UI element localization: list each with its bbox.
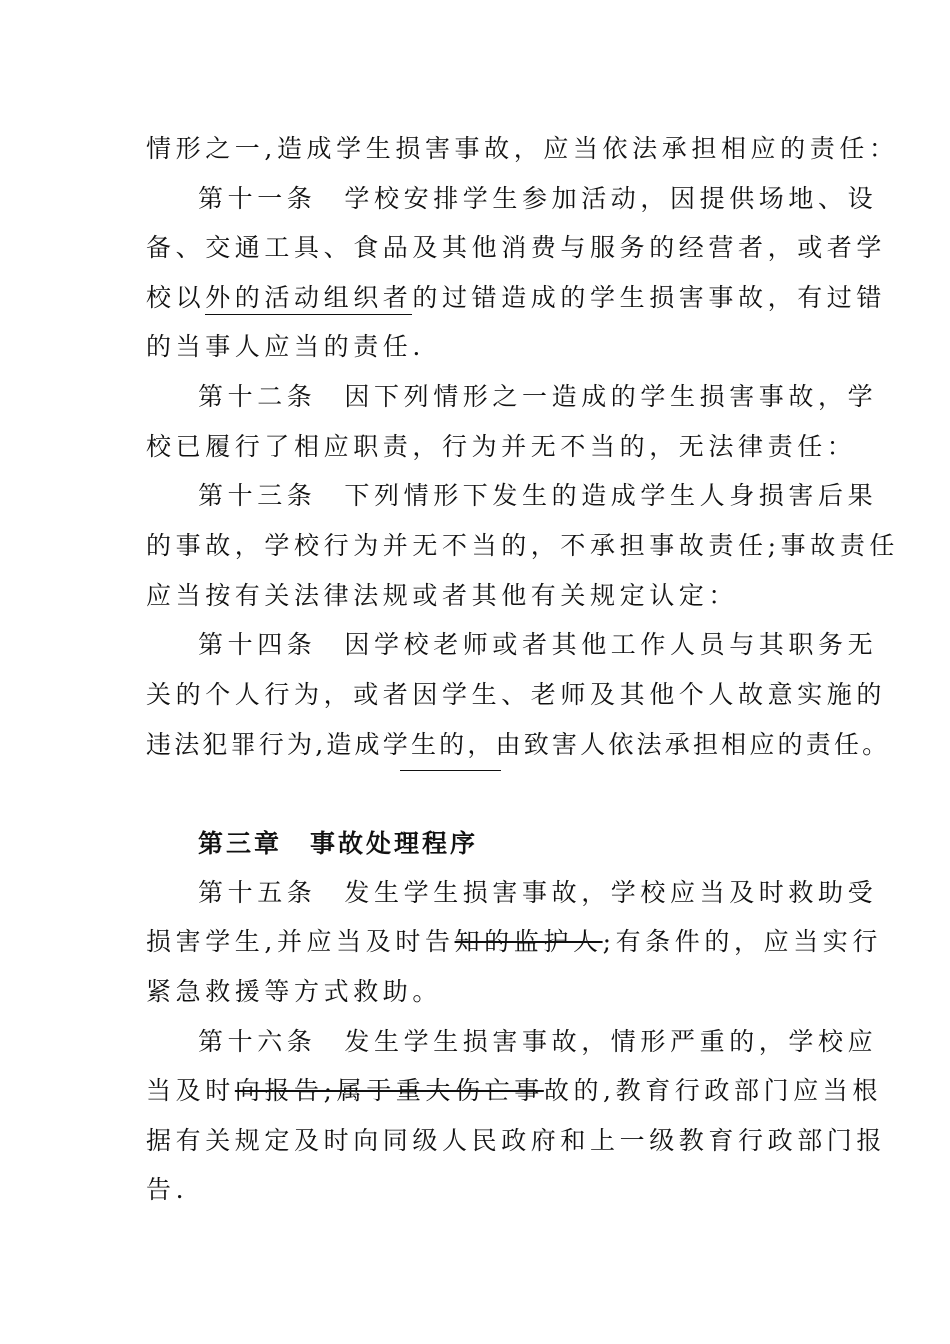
article-12-heading-line bbox=[198, 381, 877, 413]
text-run: 校已履行了相应职责，行为并无不当的，无法律责任： bbox=[146, 432, 857, 461]
text-line bbox=[146, 282, 886, 314]
text-run: 学校安排学生参加活动，因提供场地、设 bbox=[344, 184, 878, 213]
text-run: 第十六条 bbox=[198, 1027, 317, 1056]
article-14-heading-line bbox=[198, 629, 877, 661]
text-run: 违法犯罪行为,造成学生的，由致害人依法承担相应的责任。 bbox=[146, 730, 891, 759]
text-run: 第十二条 bbox=[198, 382, 317, 411]
text-line bbox=[146, 1125, 886, 1157]
text-run: 的过错造成的学生损害事故，有过错 bbox=[412, 283, 887, 312]
underlined-text: 外的活动组织者 bbox=[205, 283, 412, 315]
strikethrough-text: 向报告;属于重大伤亡事 bbox=[234, 1076, 544, 1105]
text-run: 告. bbox=[146, 1175, 189, 1204]
text-run: 情形之一,造成学生损害事故，应当依法承担相应的责任： bbox=[146, 134, 899, 163]
chapter-3-heading bbox=[198, 828, 478, 860]
text-line bbox=[146, 679, 886, 711]
text-run: 因下列情形之一造成的学生损害事故，学 bbox=[344, 382, 878, 411]
article-11-heading-line bbox=[198, 183, 877, 215]
text-run: 的当事人应当的责任. bbox=[146, 332, 425, 361]
text-run: 发生学生损害事故，情形严重的，学校应 bbox=[344, 1027, 878, 1056]
text-line bbox=[146, 729, 890, 761]
text-line bbox=[146, 1075, 882, 1107]
text-line bbox=[146, 580, 738, 612]
text-line bbox=[146, 530, 899, 562]
text-line bbox=[146, 232, 886, 264]
text-run: 紧急救援等方式救助。 bbox=[146, 977, 443, 1006]
text-run: 第十三条 bbox=[198, 481, 317, 510]
text-run: 第十五条 bbox=[198, 878, 317, 907]
text-run: 发生学生损害事故，学校应当及时救助受 bbox=[344, 878, 878, 907]
text-run: 第三章 bbox=[198, 829, 283, 858]
text-run: 第十一条 bbox=[198, 184, 317, 213]
text-line bbox=[146, 926, 882, 958]
text-run: 校以 bbox=[146, 283, 206, 312]
text-line bbox=[146, 431, 856, 463]
text-run: 因学校老师或者其他工作人员与其职务无 bbox=[344, 630, 878, 659]
strikethrough-text: 知的监护人 bbox=[454, 927, 603, 956]
text-line bbox=[146, 1174, 188, 1206]
text-run: 备、交通工具、食品及其他消费与服务的经营者，或者学 bbox=[146, 233, 887, 262]
article-15-heading-line bbox=[198, 877, 877, 909]
text-line bbox=[146, 976, 442, 1008]
section-divider bbox=[400, 770, 501, 771]
text-run: 第十四条 bbox=[198, 630, 317, 659]
text-run: 下列情形下发生的造成学生人身损害后果 bbox=[344, 481, 878, 510]
text-line bbox=[146, 133, 899, 165]
text-run: 当及时 bbox=[146, 1076, 235, 1105]
article-13-heading-line bbox=[198, 480, 877, 512]
text-run: 故的,教育行政部门应当根 bbox=[543, 1076, 882, 1105]
text-run: 关的个人行为，或者因学生、老师及其他个人故意实施的 bbox=[146, 680, 887, 709]
text-run: 的事故，学校行为并无不当的，不承担事故责任;事故责任 bbox=[146, 531, 900, 560]
text-run: ;有条件的，应当实行 bbox=[602, 927, 883, 956]
article-16-heading-line bbox=[198, 1026, 877, 1058]
text-run: 应当按有关法律法规或者其他有关规定认定： bbox=[146, 581, 739, 610]
text-run: 事故处理程序 bbox=[310, 829, 479, 858]
text-run: 据有关规定及时向同级人民政府和上一级教育行政部门报 bbox=[146, 1126, 887, 1155]
text-line bbox=[146, 331, 425, 363]
text-run: 损害学生,并应当及时告 bbox=[146, 927, 455, 956]
